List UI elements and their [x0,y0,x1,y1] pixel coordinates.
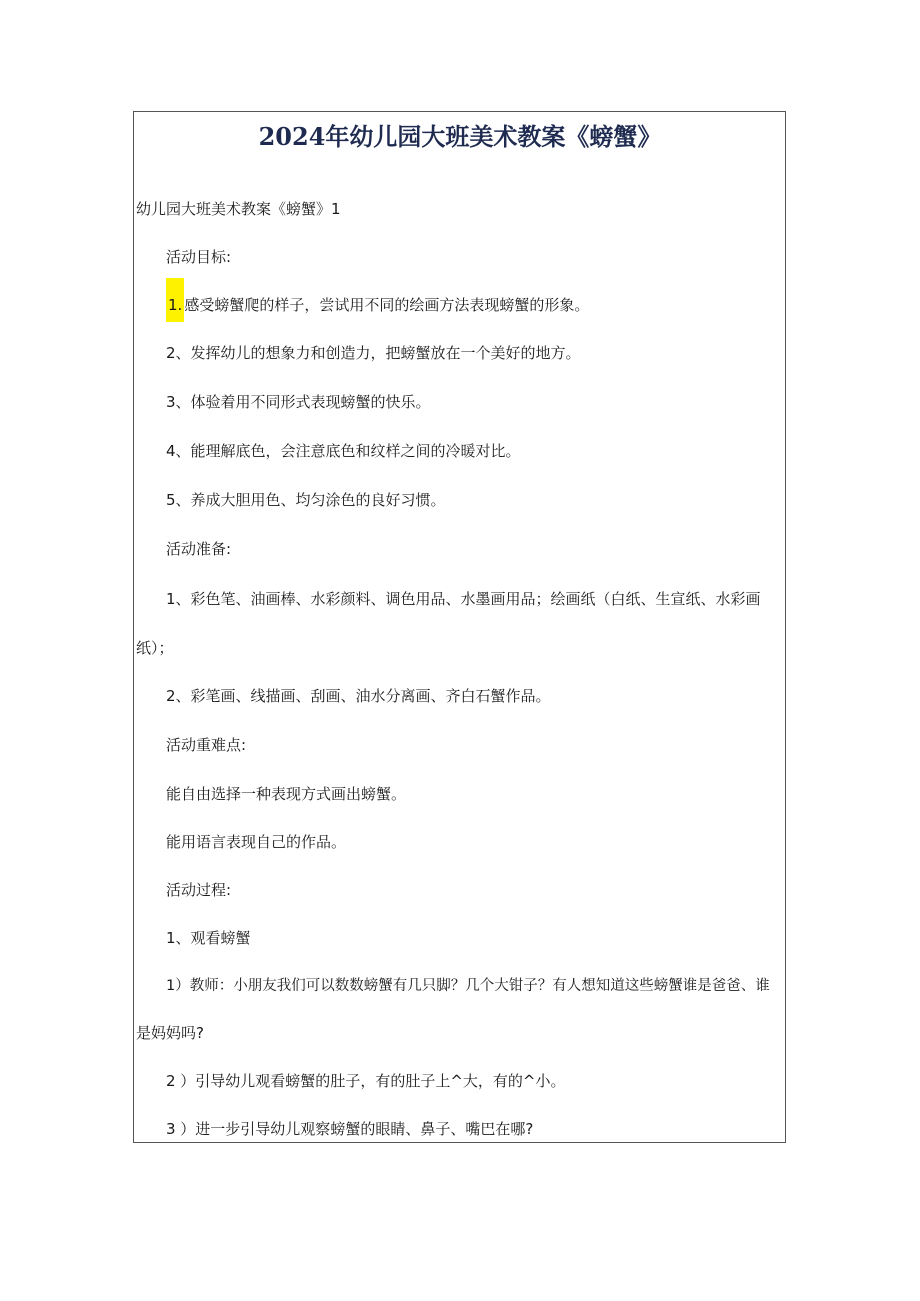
goals-heading: 活动目标: [166,248,232,266]
key-1: 能自由选择一种表现方式画出螃蟹。 [166,785,407,803]
step-1-3: 3 ）进一步引导幼儿观察螃蟹的眼睛、鼻子、嘴巴在哪? [166,1120,534,1138]
prep-heading: 活动准备: [166,540,232,558]
goal-1-text: 感受螃蟹爬的样子，尝试用不同的绘画方法表现螃蟹的形象。 [184,296,590,314]
step-1-1-line-1: 1）教师：小朋友我们可以数数螃蟹有几只脚？几个大钳子？有人想知道这些螃蟹谁是爸爸、谁 [166,978,770,994]
subtitle: 幼儿园大班美术教案《螃蟹》1 [136,200,341,218]
key-2: 能用语言表现自己的作品。 [166,833,347,851]
goal-5: 5、养成大胆用色、均匀涂色的良好习惯。 [166,491,446,509]
process-heading: 活动过程: [166,881,232,899]
step-1: 1、观看螃蟹 [166,929,251,947]
step-1-1-line-2: 是妈妈吗? [136,1024,204,1042]
prep-1-line-1: 1、彩色笔、油画棒、水彩颜料、调色用品、水墨画用品；绘画纸（白纸、生宣纸、水彩画 [166,590,761,608]
goal-3: 3、体验着用不同形式表现螃蟹的快乐。 [166,393,431,411]
goal-2: 2、发挥幼儿的想象力和创造力，把螃蟹放在一个美好的地方。 [166,344,581,362]
step-1-2: 2 ）引导幼儿观看螃蟹的肚子，有的肚子上^大，有的^小。 [166,1072,566,1090]
highlighted-number: 1. [166,278,184,322]
goal-4: 4、能理解底色，会注意底色和纹样之间的冷暖对比。 [166,442,521,460]
document-title: 2024年幼儿园大班美术教案《螃蟹》 [258,122,662,151]
key-heading: 活动重难点: [166,736,247,754]
goal-1 [166,295,589,315]
prep-1-line-2: 纸）； [136,639,174,657]
prep-2: 2、彩笔画、线描画、刮画、油水分离画、齐白石蟹作品。 [166,687,551,705]
